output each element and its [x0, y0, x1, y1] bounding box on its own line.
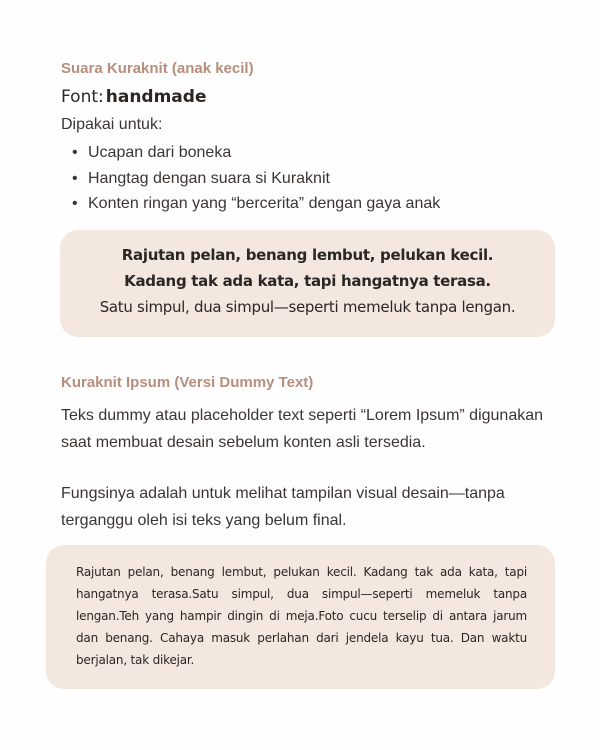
quote-line: Satu simpul, dua simpul—seperti memeluk tanpa lengan.	[99, 298, 516, 316]
dummy-text: Rajutan pelan, benang lembut, pelukan kecil. Kadang tak ada kata, tapi hangatnya terasa.Satu simpul, dua simpul—seperti memeluk tanpa lengan.Teh yang hampir dingin di meja.Foto cucu terselip di antara jarum dan benang. Cahaya masuk perlahan dari jendela kayu tua. Dan waktu berjalan, tak dikejar.	[76, 565, 527, 667]
list-item: • Hangtag dengan suara si Kuraknit	[72, 166, 440, 192]
font-info	[61, 87, 206, 107]
font-name: handmade	[105, 87, 207, 107]
section-title-kuraknit-ipsum: Kuraknit Ipsum (Versi Dummy Text)	[61, 374, 314, 391]
paragraph-dummy-purpose: Fungsinya adalah untuk melihat tampilan visual desain—tanpa terganggu oleh isi teks yang belum final.	[61, 485, 505, 529]
section-title-suara-kuraknit: Suara Kuraknit (anak kecil)	[61, 60, 254, 77]
usage-list	[72, 140, 440, 217]
quote-line: Kadang tak ada kata, tapi hangatnya terasa.	[124, 272, 491, 290]
font-prefix: Font:	[61, 87, 104, 107]
list-item: • Ucapan dari boneka	[72, 140, 440, 166]
dummy-text-box	[46, 545, 555, 689]
list-item: • Konten ringan yang “bercerita” dengan gaya anak	[72, 191, 440, 217]
usage-label: Dipakai untuk:	[61, 116, 163, 133]
paragraph-dummy-intro: Teks dummy atau placeholder text seperti “Lorem Ipsum” digunakan saat membuat desain sebelum konten asli tersedia.	[61, 407, 544, 451]
quote-line: Rajutan pelan, benang lembut, pelukan kecil.	[121, 246, 494, 264]
sample-quote-box	[60, 230, 555, 337]
